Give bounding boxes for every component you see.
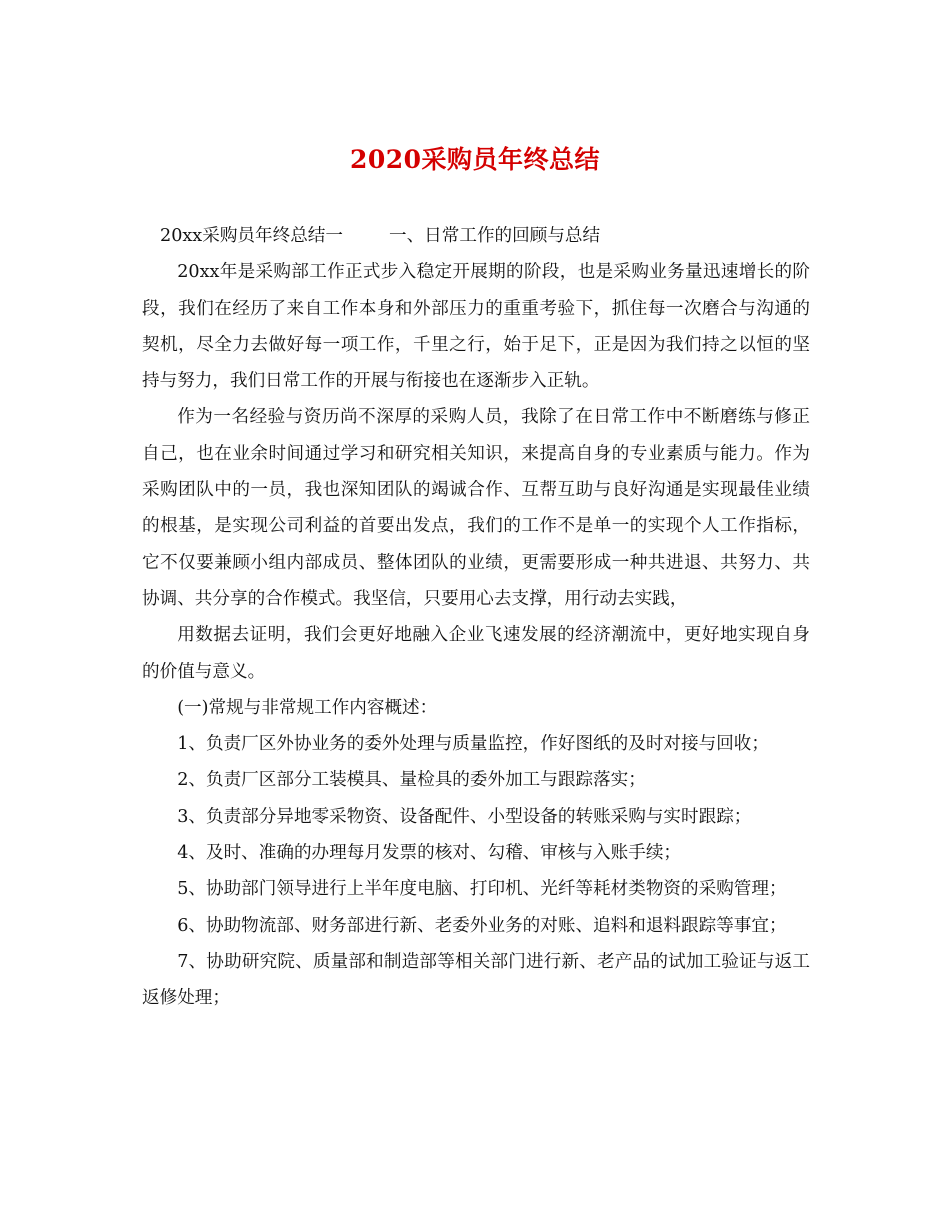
document-body bbox=[142, 218, 810, 1017]
document-title: 2020采购员年终总结 bbox=[349, 145, 601, 174]
subsection-heading: (一)常规与非常规工作内容概述： bbox=[177, 697, 438, 718]
paragraph-2: 作为一名经验与资历尚不深厚的采购人员，我除了在日常工作中不断磨练与修正自己，也在业余时间通过学习和研究相关知识，来提高自身的专业素质与能力。作为采购团队中的一员，我也深知团队的竭诚合作、互帮互助与良好沟通是实现最佳业绩的根基，是实现公司利益的首要出发点，我们的工作不是单一的实现个人工作指标，它不仅要兼顾小组内部成员、整体团队的业绩，更需要形成一种共进退、共努力、共协调、共分享的合作模式。我坚信，只要用心去支撑，用行动去实践， bbox=[142, 407, 810, 609]
intro-line bbox=[142, 218, 810, 254]
intro-heading: 20xx采购员年终总结一 bbox=[160, 226, 343, 246]
list-item-4: 4、及时、准确的办理每月发票的核对、勾稽、审核与入账手续； bbox=[177, 843, 682, 864]
section-heading: 一、日常工作的回顾与总结 bbox=[388, 226, 601, 246]
list-item-2: 2、负责厂区部分工装模具、量检具的委外加工与跟踪落实； bbox=[177, 770, 646, 791]
list-item-3: 3、负责部分异地零采物资、设备配件、小型设备的转账采购与实时跟踪； bbox=[177, 806, 752, 827]
list-item-7: 7、协助研究院、质量部和制造部等相关部门进行新、老产品的试加工验证与返工返修处理； bbox=[142, 951, 810, 1009]
list-item-6: 6、协助物流部、财务部进行新、老委外业务的对账、追料和退料跟踪等事宜； bbox=[177, 915, 787, 936]
paragraph-1: 20xx年是采购部工作正式步入稳定开展期的阶段，也是采购业务量迅速增长的阶段，我们在经历了来自工作本身和外部压力的重重考验下，抓住每一次磨合与沟通的契机，尽全力去做好每一项工作，千里之行，始于足下，正是因为我们持之以恒的坚持与努力，我们日常工作的开展与衔接也在逐渐步入正轨。 bbox=[142, 262, 810, 392]
paragraph-3: 用数据去证明，我们会更好地融入企业飞速发展的经济潮流中，更好地实现自身的价值与意义。 bbox=[142, 625, 810, 682]
list-item-5: 5、协助部门领导进行上半年度电脑、打印机、光纤等耗材类物资的采购管理； bbox=[177, 879, 787, 900]
list-item-1: 1、负责厂区外协业务的委外处理与质量监控，作好图纸的及时对接与回收； bbox=[177, 734, 769, 755]
